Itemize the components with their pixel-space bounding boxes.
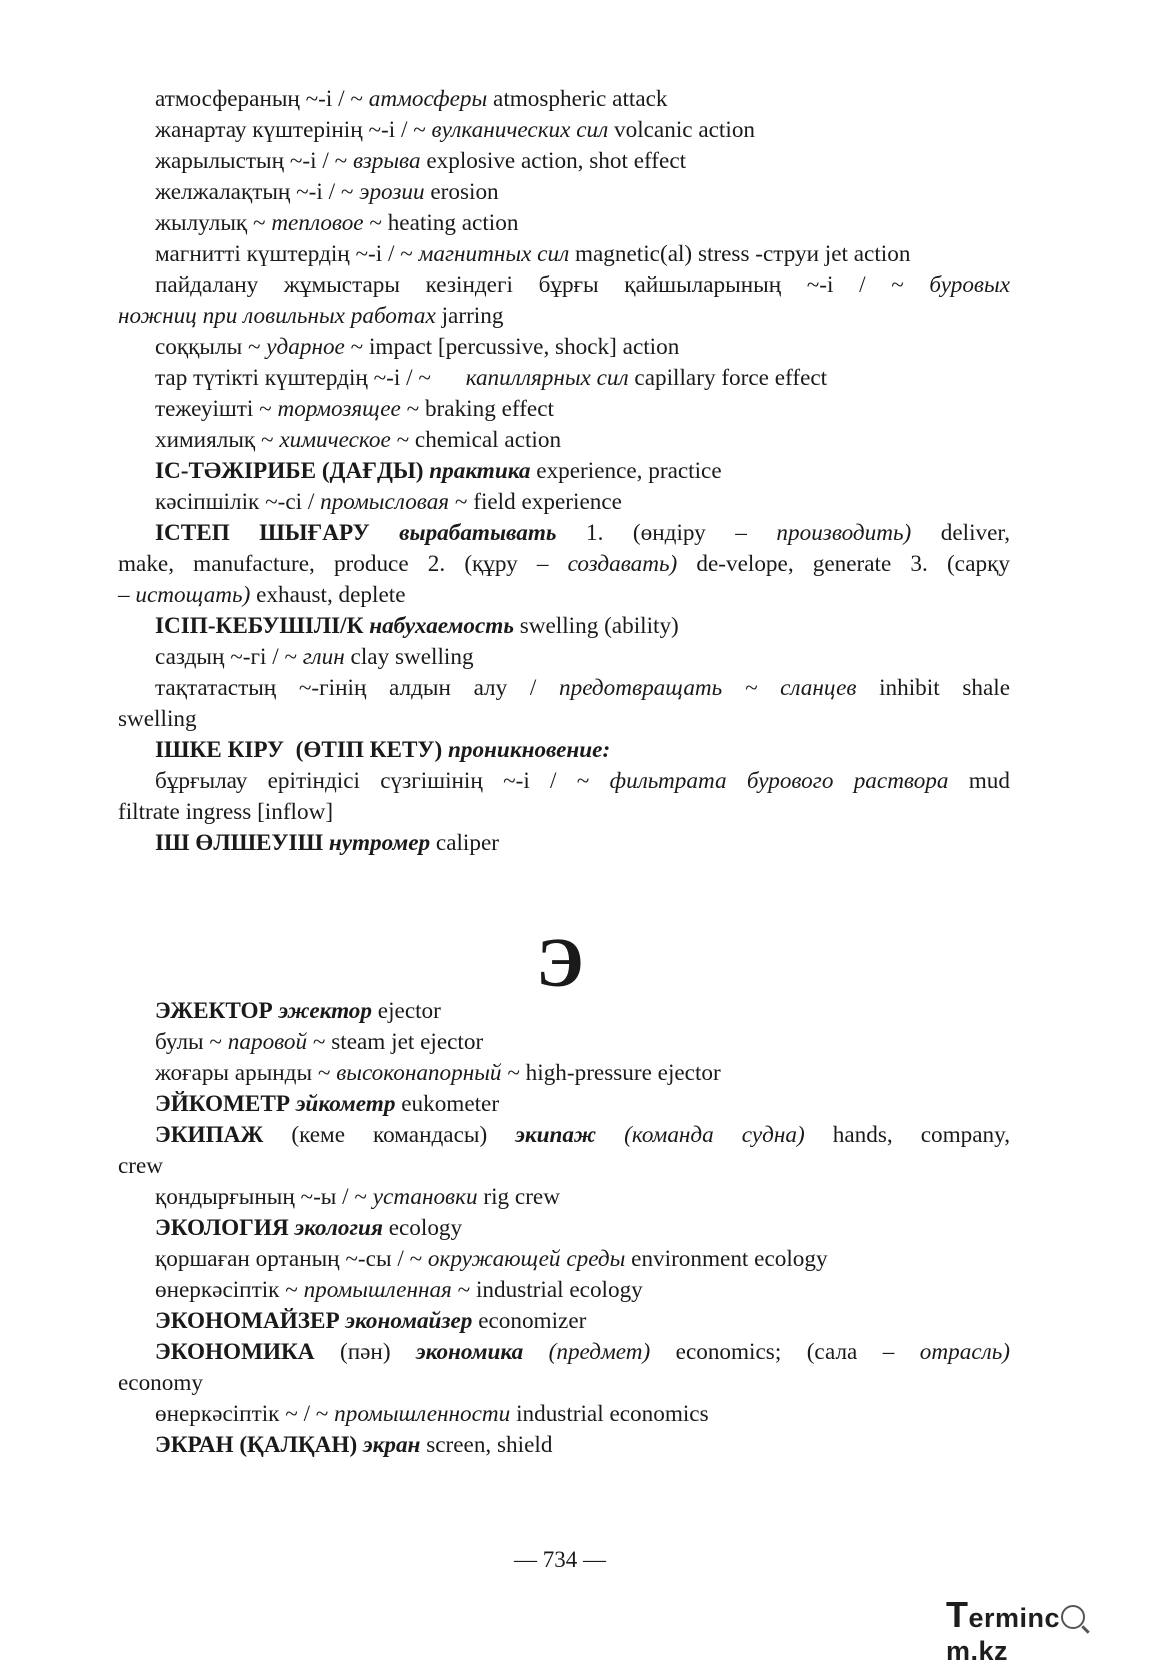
entry-text: химиялық ~ [155, 427, 280, 453]
entry-text: бұрғылау ерітіндісі сүзгішінің ~-і / ~ [155, 768, 610, 794]
russian-term: установки [372, 1184, 478, 1210]
entry-text: explosive action, shot effect [420, 148, 687, 174]
entry-text: ~ industrial ecology [451, 1277, 643, 1303]
entry-line [118, 672, 1010, 704]
russian-term: (команда судна) [624, 1122, 805, 1148]
entry-text: volcanic action [608, 117, 756, 143]
entry-text: қоршаған ортаның ~-сы / ~ [155, 1246, 428, 1272]
entry-line [118, 362, 1010, 394]
magnifier-icon [1061, 1605, 1085, 1629]
entry-text: swelling (ability) [513, 613, 679, 639]
entry-text: ~ chemical action [390, 427, 562, 453]
russian-term: предотвращать ~ сланцев [559, 675, 857, 701]
entry-text: (пән) [339, 1339, 416, 1365]
entry-text: жылулық ~ [155, 210, 272, 236]
entry-text: industrial economics [510, 1401, 709, 1427]
russian-term: промышленности [334, 1401, 511, 1427]
headword: ЭКРАН (ҚАЛҚАН) [155, 1432, 363, 1458]
entry-line [118, 455, 1010, 487]
entry-text: caliper [430, 830, 499, 856]
entry-text: economics; (сала – [650, 1339, 920, 1365]
russian-term: промышленная [303, 1277, 452, 1303]
russian-term: промысловая [320, 489, 450, 515]
russian-term: производить) [776, 520, 912, 546]
russian-term: буровых [929, 272, 1010, 298]
russian-term: окружающей среды [427, 1246, 626, 1272]
entry-text: magnetic(al) stress -струи jet action [569, 241, 911, 267]
entry-line [118, 424, 1010, 456]
headword: экономайзер [345, 1308, 473, 1334]
entry-text: өнеркәсіптік ~ [155, 1277, 304, 1303]
entry-line [118, 610, 1010, 642]
headword: ІШКЕ КІРУ (ӨТІП КЕТУ) [155, 737, 448, 763]
entry-line [118, 393, 1010, 425]
entry-line [118, 765, 1010, 797]
entry-text: jarring [435, 303, 504, 329]
headword: экономика [415, 1339, 524, 1365]
entry-line [118, 641, 1010, 673]
headword: ЭЖЕКТОР [155, 998, 279, 1024]
entry-line [118, 703, 1010, 735]
entry-text: clay swelling [344, 644, 474, 670]
russian-term: вулканических сил [431, 117, 609, 143]
headword: ІШ ӨЛШЕУІШ [155, 830, 329, 856]
entry-line [118, 1026, 1010, 1058]
entry-line [118, 1119, 1010, 1151]
russian-term: паровой [227, 1029, 308, 1055]
entry-text: ~ high-pressure ejector [501, 1060, 721, 1086]
headword: ІСТЕП ШЫҒАРУ [155, 520, 400, 546]
entry-text: атмосфераның ~-і / ~ [155, 86, 369, 112]
entry-line [118, 1181, 1010, 1213]
entry-line [118, 1398, 1010, 1430]
russian-term: (предмет) [548, 1339, 651, 1365]
headword: нутромер [328, 830, 431, 856]
entry-text: screen, shield [420, 1432, 553, 1458]
russian-term: ножниц при ловильных работах [118, 303, 436, 329]
entry-text: тар түтікті күштердің ~-і / ~ [155, 365, 466, 391]
entry-text: de-velope, generate 3. (сарқу [677, 551, 1010, 577]
entry-line [118, 1336, 1010, 1368]
entry-line [118, 1057, 1010, 1089]
entry-text: жоғары арынды ~ [155, 1060, 337, 1086]
entry-text: ejector [372, 998, 441, 1024]
page-number: — 734 — [514, 1547, 606, 1572]
entry-text: пайдалану жұмыстары кезіндегі бұрғы қайшыларының ~-і / ~ [155, 272, 930, 298]
entry-text: hands, company, [804, 1122, 1010, 1148]
entry-line [118, 827, 1010, 859]
entry-text: economy [118, 1370, 203, 1396]
russian-term: отрасль) [919, 1339, 1010, 1365]
entry-text: жарылыстың ~-і / ~ [155, 148, 353, 174]
russian-term: магнитных сил [418, 241, 570, 267]
entry-line [118, 1088, 1010, 1120]
entry-line [118, 548, 1010, 580]
section-letter: Э [536, 925, 584, 1002]
entry-text: inhibit shale [856, 675, 1010, 701]
headword: ЭКИПАЖ [155, 1122, 292, 1148]
headword: экипаж [515, 1122, 597, 1148]
entry-line [118, 300, 1010, 332]
entry-text: 1. (өндіру – [556, 520, 777, 546]
headword: ЭКОНОМИКА [155, 1339, 340, 1365]
entry-text: саздың ~-гі / ~ [155, 644, 303, 670]
headword: ІС-ТӘЖІРИБЕ (ДАҒДЫ) [155, 458, 430, 484]
entry-text: ~ steam jet ejector [307, 1029, 484, 1055]
russian-term: взрыва [352, 148, 421, 174]
entry-text: тақтатастың ~-гінің алдын алу / [155, 675, 560, 701]
entry-text: erosion [424, 179, 499, 205]
entry-line [118, 1212, 1010, 1244]
russian-term: ударное [266, 334, 345, 360]
entry-line [118, 734, 1010, 766]
entry-text: economizer [472, 1308, 587, 1334]
headword: экология [294, 1215, 383, 1241]
russian-term: тормозящее [277, 396, 401, 422]
russian-term: фильтрата бурового раствора [609, 768, 949, 794]
headword: ЭЙКОМЕТР [155, 1091, 296, 1117]
entry-line [118, 517, 1010, 549]
headword: набухаемость [369, 613, 514, 639]
entry-line [118, 1429, 1010, 1461]
entry-text: ~ impact [percussive, shock] action [344, 334, 680, 360]
entry-text: crew [118, 1153, 164, 1179]
headword: ЭКОЛОГИЯ [155, 1215, 295, 1241]
entry-text: rig crew [477, 1184, 560, 1210]
entry-text: atmospheric attack [487, 86, 668, 112]
headword: экран [362, 1432, 421, 1458]
headword: вырабатывать [399, 520, 557, 546]
entry-text: capillary force effect [628, 365, 828, 391]
entry-text: eukometer [395, 1091, 500, 1117]
entry-text: магнитті күштердің ~-і / ~ [155, 241, 419, 267]
headword: эйкометр [295, 1091, 396, 1117]
entry-text: соққылы ~ [155, 334, 267, 360]
russian-term: химическое [279, 427, 391, 453]
entry-text: deliver, [911, 520, 1010, 546]
entry-text: желжалақтың ~-і / ~ [155, 179, 360, 205]
russian-term: истощать) [135, 582, 251, 608]
russian-term: эрозии [359, 179, 425, 205]
entry-line [118, 114, 1010, 146]
entry-text: filtrate ingress [inflow] [118, 799, 334, 825]
entry-line [118, 238, 1010, 270]
entry-text: exhaust, deplete [250, 582, 406, 608]
entry-line [118, 1274, 1010, 1306]
entry-text: ~ heating action [363, 210, 519, 236]
entry-line [118, 83, 1010, 115]
entry-line [118, 145, 1010, 177]
entry-text: – [118, 582, 136, 608]
entry-text [523, 1339, 548, 1365]
entry-text: make, manufacture, produce 2. (құру – [118, 551, 568, 577]
headword: проникновение: [447, 737, 611, 763]
headword: ІСІП-КЕБУШІЛІ/К [155, 613, 370, 639]
entry-text: ~ braking effect [400, 396, 554, 422]
entry-line [118, 1243, 1010, 1275]
entry-text: ecology [382, 1215, 463, 1241]
russian-term: капиллярных сил [465, 365, 629, 391]
headword: эжектор [278, 998, 372, 1024]
entry-text: ~ field experience [449, 489, 622, 515]
entry-line [118, 1367, 1010, 1399]
entry-text: қондырғының ~-ы / ~ [155, 1184, 373, 1210]
entry-text: environment ecology [625, 1246, 828, 1272]
entry-text: жанартау күштерінің ~-і / ~ [155, 117, 432, 143]
entry-line [118, 269, 1010, 301]
entry-line [118, 486, 1010, 518]
entry-line [118, 579, 1010, 611]
russian-term: атмосферы [368, 86, 488, 112]
entry-text: өнеркәсіптік ~ / ~ [155, 1401, 335, 1427]
entry-text: experience, practice [530, 458, 722, 484]
entry-line [118, 1150, 1010, 1182]
entry-text: swelling [118, 706, 197, 732]
entry-text: mud [948, 768, 1010, 794]
entry-text: булы ~ [155, 1029, 228, 1055]
entry-text: тежеуішті ~ [155, 396, 278, 422]
entry-line [118, 331, 1010, 363]
entry-text [596, 1122, 624, 1148]
russian-term: высоконапорный [336, 1060, 502, 1086]
entry-text: (кеме командасы) [291, 1122, 516, 1148]
headword: ЭКОНОМАЙЗЕР [155, 1308, 346, 1334]
russian-term: глин [302, 644, 345, 670]
entry-line [118, 207, 1010, 239]
russian-term: тепловое [271, 210, 364, 236]
headword: практика [429, 458, 531, 484]
entry-line [118, 1305, 1010, 1337]
entry-line [118, 796, 1010, 828]
entry-text: кәсіпшілік ~-сі / [155, 489, 321, 515]
watermark-logo: Termincm.kz [946, 1594, 1148, 1632]
russian-term: создавать) [567, 551, 678, 577]
entry-line [118, 176, 1010, 208]
